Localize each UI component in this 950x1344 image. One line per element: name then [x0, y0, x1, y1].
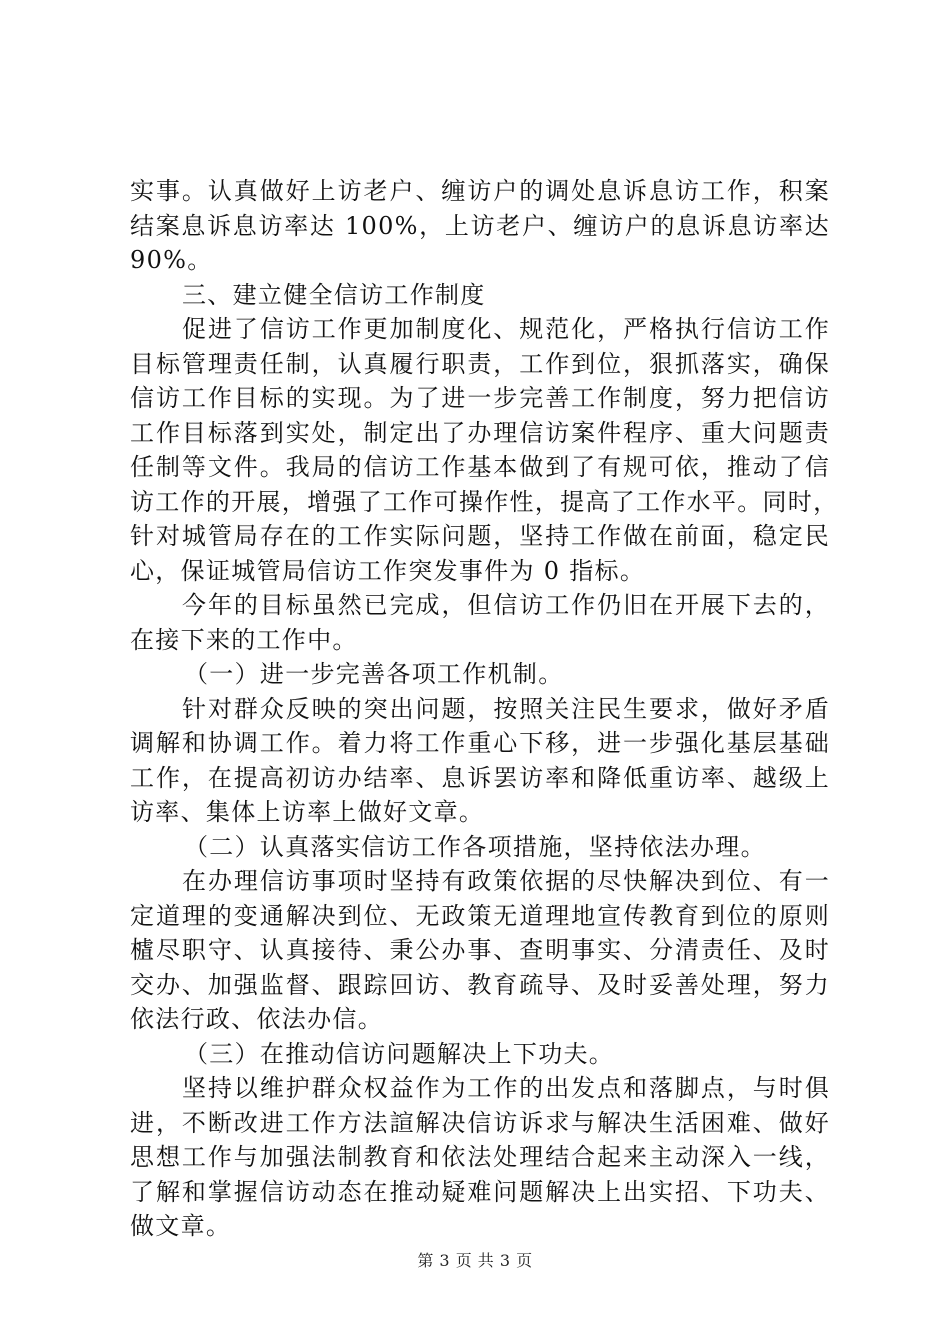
text-line: 思想工作与加强法制教育和依法处理结合起来主动深入一线，: [130, 1143, 830, 1171]
text-line: 交办、加强监督、跟踪回访、教育疏导、及时妥善处理，努力: [130, 970, 830, 999]
text-line: 工作，在提高初访办结率、息诉罢访率和降低重访率、越级上: [130, 763, 830, 792]
text-line: 心，保证城管局信访工作突发事件为 0 指标。: [130, 556, 646, 585]
text-line: 定道理的变通解决到位、无政策无道理地宣传教育到位的原则: [130, 901, 830, 930]
subsection-heading: （二）认真落实信访工作各项措施，坚持依法办理。: [184, 832, 766, 861]
subsection-heading: （一）进一步完善各项工作机制。: [184, 660, 564, 688]
paragraph-first-line: 在办理信访事项时坚持有政策依据的尽快解决到位、有一: [182, 867, 830, 895]
text-line: 了解和掌握信访动态在推动疑难问题解决上出实招、下功夫、: [130, 1177, 830, 1206]
text-line: 依法行政、依法办信。: [130, 1005, 383, 1033]
section-heading: 三、建立健全信访工作制度: [182, 280, 486, 309]
text-line: 做文章。: [130, 1212, 232, 1240]
text-line: 进，不断改进工作方法諠解决信访诉求与解决生活困难、做好: [130, 1108, 830, 1137]
text-line: 实事。认真做好上访老户、缠访户的调处息诉息访工作，积案: [130, 177, 830, 205]
subsection-heading: （三）在推动信访问题解决上下功夫。: [184, 1039, 615, 1068]
paragraph-first-line: 针对群众反映的突出问题，按照关注民生要求，做好矛盾: [182, 694, 830, 723]
text-line: 访工作的开展，增强了工作可操作性，提高了工作水平。同时，: [130, 487, 839, 516]
text-line: 调解和协调工作。着力将工作重心下移，进一步强化基层基础: [130, 729, 830, 757]
paragraph-first-line: 今年的目标虽然已完成，但信访工作仍旧在开展下去的，: [182, 591, 830, 619]
text-line: 任制等文件。我局的信访工作基本做到了有规可依，推动了信: [130, 453, 830, 481]
page-number-footer: 第 3 页 共 3 页: [417, 1251, 533, 1270]
document-body: [130, 174, 839, 1244]
text-line: 目标管理责任制，认真履行职责，工作到位，狠抓落实，确保: [130, 349, 830, 378]
text-line: 樝尽职守、认真接待、秉公办事、查明事实、分清责任、及时: [130, 936, 830, 964]
paragraph-first-line: 坚持以维护群众权益作为工作的出发点和落脚点，与时俱: [182, 1074, 830, 1102]
text-line: 访率、集体上访率上做好文章。: [130, 798, 485, 826]
text-line: 在接下来的工作中。: [130, 625, 358, 654]
text-line: 结案息诉息访率达 100%，上访老户、缠访户的息诉息访率达: [130, 211, 830, 240]
text-line: 信访工作目标的实现。为了进一步完善工作制度，努力把信访: [130, 384, 830, 412]
text-line: 90%。: [130, 246, 213, 274]
text-line: 工作目标落到实处，制定出了办理信访案件程序、重大问题责: [130, 418, 830, 447]
text-line: 针对城管局存在的工作实际问题，坚持工作做在前面，稳定民: [130, 522, 830, 550]
paragraph-first-line: 促进了信访工作更加制度化、规范化，严格执行信访工作: [182, 315, 830, 343]
